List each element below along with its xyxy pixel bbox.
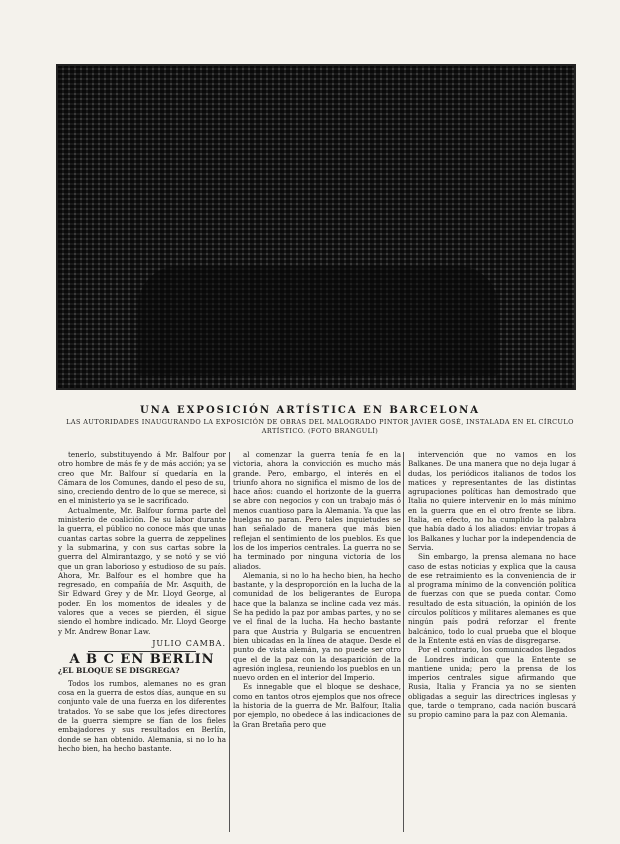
- author-signature: JULIO CAMBA.: [152, 638, 226, 648]
- paragraph: tenerlo, substituyendo á Mr. Balfour por otro hombre de más fe y de más acción; ya se creo que Mr. Balfour sí quedaría en la Cámara de los Comunes, dando el peso de su, sino, creciendo dentro de lo que se merece, si en el ministerio ya se le sacrificado.: [58, 450, 226, 506]
- paragraph: intervención que no vamos en los Balkanes. De una manera que no deja lugar á dudas, los periódicos italianos de todos los matices y representantes de las distintas agrupaciones políticas han demostrado que Italia no quiere intervenir en lo más mínimo en la guerra que en el otro frente se libra. Italia, en efecto, no ha cumplido la palabra que había dado á los aliados: enviar tropas á los Balkanes y luchar por la independencia de Servia.: [408, 450, 576, 552]
- paragraph: al comenzar la guerra tenía fe en la victoria, ahora la convicción es mucho más grande. Pero, embargo, el interés en el triunfo ahora no significa el mismo de los de hace años: cuando el horizonte de la guerra se abre con negocios y con un trabajo más ó menos cuantioso para la Alemania. Ya que las huelgas no paran. Pero tales inquietudes se han señalado de manera que más bien reflejan el sentimiento de los pueblos. Es que los de los imperios centrales. La guerra no se ha terminado por ninguna victoria de los aliados.: [233, 450, 401, 571]
- column-divider: [229, 452, 230, 832]
- section-subtitle: ¿EL BLOQUE SE DISGREGA?: [58, 665, 180, 675]
- paragraph: Por el contrario, los comunicados llegados de Londres indican que la Entente se mantiene unida; pero la prensa de los imperios centrales sigue afirmando que Rusia, Italia y Francia ya no se sienten obligadas a seguir las directrices inglesas y que, tarde o temprano, cada nación buscará su propio camino para la paz con Alemania.: [408, 645, 576, 720]
- caption-title: UNA EXPOSICIÓN ARTÍSTICA EN BARCELONA: [139, 405, 481, 416]
- article-column-3: [408, 450, 576, 835]
- caption-subtitle: LAS AUTORIDADES INAUGURANDO LA EXPOSICIÓN DE OBRAS DEL MALOGRADO PINTOR JAVIER GOSÉ, INSTALADA EN EL CÍRCULO ARTÍSTICO. (FOTO BRANGULÍ): [66, 418, 574, 435]
- paragraph: Actualmente, Mr. Balfour forma parte del ministerio de coalición. De su labor durante la guerra, el público no conoce más que unas cuantas cartas sobre la guerra de zeppelines y la submarina, y con sus cartas sobre la guerra del Almirantazgo, y se notó y se vió que un gran laborioso y estudioso de su país. Ahora, Mr. Balfour es el hombre que ha regresado, en compañía de Mr. Asquith, de Sir Edward Grey y de Mr. Lloyd George, al poder. En los momentos de ideales y de valores que a veces se pierden, él sigue siendo el hombre indicado. Mr. Lloyd George y Mr. Andrew Bonar Law.: [58, 505, 226, 636]
- paragraph: Alemania, si no lo ha hecho bien, ha hecho bastante, y la desproporción en la lucha de la comunidad de los beligerantes de Europa hace que la balanza se incline cada vez más. Se ha pedido la paz por ambas partes, y no se ve el final de la lucha. Ha hecho bastante para que Austria y Bulgaria se encuentren bien ubicadas en la línea de ataque. Desde el punto de vista alemán, ya no puede ser otro que el de la paz con la desaparición de la agresión inglesa, reuniendo los pueblos en un nuevo orden en el interior del Imperio.: [233, 570, 401, 683]
- section-title: A B C EN BERLIN: [69, 652, 215, 668]
- paragraph: Es innegable que el bloque se deshace, como en tantos otros ejemplos que nos ofrece la historia de la guerra de Mr. Balfour, Italia por ejemplo, no obedece á las indicaciones de la Gran Bretaña pero que: [233, 682, 401, 729]
- article-column-2: [233, 450, 401, 835]
- paragraph: Sin embargo, la prensa alemana no hace caso de estas noticias y explica que la causa de ese retraimiento es la conveniencia de ir al programa mínimo de la convención política de fuerzas con que se pueda contar. Como resultado de esta situación, la opinión de los círculos políticos y militares alemanes es que ningún país podrá reforzar el frente balcánico, todo lo cual prueba que el bloque de la Entente está en vías de disgregarse.: [408, 552, 576, 645]
- paragraph: Todos los rumbos, alemanes no es gran cosa en la guerra de estos días, aunque en su conjunto vale de una fuerza en los diferentes tratados. Yo se sabe que los jefes directores de la guerra siempre se fían de los fieles embajadores y sus resultados en Berlín, donde se han obtenido. Alemania, si no lo ha hecho bien, ha hecho bastante.: [58, 678, 226, 753]
- column-divider: [403, 452, 404, 832]
- exhibition-photo: [56, 64, 576, 390]
- article-column-1: [58, 450, 226, 835]
